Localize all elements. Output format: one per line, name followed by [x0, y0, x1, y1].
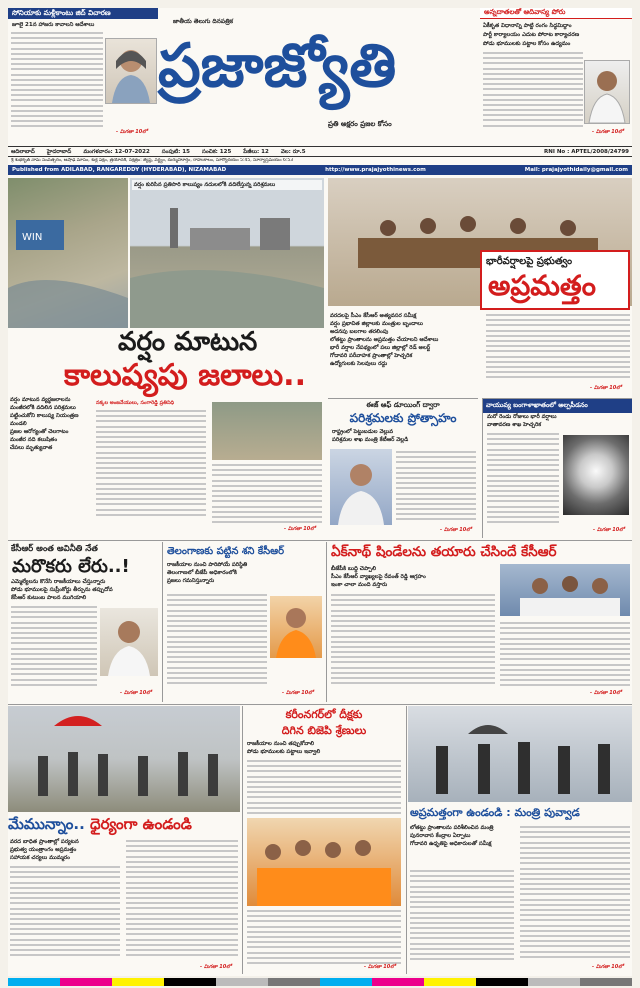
leader-photo — [584, 60, 630, 124]
masthead-tagline: జాతీయ తెలుగు దినపత్రిక — [173, 18, 233, 25]
karimnagar-story: కరీంనగర్‌లో దీక్షకు దిగిన బిజెపి శ్రేణులు రాజకీయాల నుంచి తప్పుకోవాలి పోడు భూములకు పట్టాలు ఇవ్వాలి - మిగతా 10లో — [244, 706, 404, 974]
masthead-subtitle: ప్రతి అక్షరం ప్రజల కోసం — [328, 120, 392, 128]
right-ear-item-1: ఏకీకృత విధానాన్ని పాట్టి రంగం సిద్ధమిద్దాం — [483, 23, 572, 29]
left-ear-header: సోనియాకు మళ్లీకాంటు జిద్ విచారణ — [8, 8, 158, 19]
rains-headline-2: అప్రమత్తం — [488, 269, 596, 302]
cyclone-satellite-image — [563, 435, 629, 515]
minister-headline: అప్రమత్తంగా ఉండండి : మంత్రి పువ్వాడ — [410, 806, 580, 819]
rains-story: భారీవర్షాలపై ప్రభుత్వం అప్రమత్తం వరదలపై సీఎం కేసీఆర్ అత్యవసర సమీక్ష వర్షం ప్రభావిత జిల్లాలకు మంత్రుల బృందాలు అదనపు బలగాల తరలింపు లోతట్టు ప్రాంతాలను అప్రమత్తం చేయాలని ఆదేశాలు భారీ వర్షాల నేపథ్యంలో పలు జిల్లాల్లో రెడ్ అలర్ట్ గోదావరి పరీవాహక ప్రాంతాల్లో హెచ్చరిక ఉద్యోగులకు సెలవులు రద్దు - మిగతా 10లో — [328, 178, 632, 396]
lead-headline-2: కాలుష్యపు జలాలు.. — [64, 358, 306, 393]
shinde-story: ఏక్‌నాథ్ షిండేలను తయారు చేసిందే కేసీఆర్ బీజేపీకి బుద్ధి చెప్పాలి సీఎం కేసీఆర్ వ్యాఖ్యలపై రేవంత్ రెడ్డి ఆగ్రహం ఇంకా చాలా మంది వస్తారు - మిగతా 10లో — [328, 542, 632, 702]
telangana-headline: తెలంగాణకు పట్టిన శని కేసీఆర్ — [167, 546, 285, 557]
business-headline-2: పరిశ్రమలకు ప్రోత్సాహం — [349, 411, 457, 425]
right-ear-item-2: పార్టీ కార్యాలయం ఎదుట పోరాట కార్యాచరణ — [483, 32, 580, 38]
sonia-gandhi-photo — [105, 38, 157, 104]
depression-story: వాయువ్య బంగాళాఖాతంలో అల్పపీడనం మరో రెండు రోజులు భారీ వర్షాలు వాతావరణ శాఖ హెచ్చరిక - మిగతా 10లో — [482, 398, 632, 538]
karimnagar-headline-1: కరీంనగర్‌లో దీక్షకు — [285, 708, 363, 721]
svg-text:WIN: WIN — [22, 232, 43, 243]
lead-headline-1: వర్షం మాటున — [118, 327, 258, 357]
panchangam-line: శ్రీ శుభకృత్ నామ సంవత్సరం, ఆషాఢ మాసం, శుక్ల పక్షం, త్రయోదశి, నక్షత్రం: జ్యేష్ఠ, వర్జ్యం, దుర్ముహూర్తం, రాహుకాలం, సూర్యోదయం 5:45, సూర్యాస్తమయం 6:53 — [11, 158, 294, 163]
lead-photo-river — [8, 178, 128, 328]
bjp-protest-photo — [247, 818, 401, 906]
relief-headline — [8, 814, 192, 837]
lead-story: WIN వర్షం కురిసిన ప్రతిసారి కాలుష్యం నదులలోకి వదిలేస్తున్న పరిశ్రమలు వర్షం మాటున కాలుష్యపు జలాలు.. వర్షం మాటున వ్యర్థజలాలను మంజీరలోకి వదిలిన పరిశ్రమలు పట్టించుకోని కాలుష్య నియంత్రణ మండలి ప్రజల ఆరోగ్యంతో చెలగాటం మంజీర నది కలుషితం చేపలు మృత్యువాత నక్కల అంజనేయులు, సంగారెడ్డి ప్రతినిధి - మిగతా 10లో — [8, 178, 324, 538]
rains-headline-box — [480, 250, 630, 310]
right-ear-header: అన్నదాతలతో ఆదివాస్య పోరు — [480, 8, 632, 19]
relief-bullets: వరద బాధిత ప్రాంతాల్లో పర్యటన ప్రభుత్వ యంత్రాంగం అప్రమత్తం సహాయక చర్యలు ముమ్మరం — [10, 839, 79, 861]
minister-photo — [408, 706, 632, 802]
lead-bullets: వర్షం మాటున వ్యర్థజలాలను మంజీరలోకి వదిలిన పరిశ్రమలు పట్టించుకోని కాలుష్య నియంత్రణ మండలి ప్రజల ఆరోగ్యంతో చెలగాటం మంజీర నది కలుషితం చేపలు మృత్యువాత — [10, 397, 79, 451]
speaker-photo — [100, 608, 158, 676]
published-line: Published from ADILABAD, RANGAREDDY (HYDERABAD), NIZAMABAD http://www.prajajyothinews.com Mail: prajajyothidaily@gmail.com — [8, 165, 632, 175]
minister-story: అప్రమత్తంగా ఉండండి : మంత్రి పువ్వాడ లోతట్టు ప్రాంతాలను పరిశీలించిన మంత్రి పునరావాస కేంద్రాల ఏర్పాటు గోదావరి ఉధృతిపై అధికారులతో సమీక్ష - మిగతా 10లో — [408, 706, 632, 974]
rains-bullets: వరదలపై సీఎం కేసీఆర్ అత్యవసర సమీక్ష వర్షం ప్రభావిత జిల్లాలకు మంత్రుల బృందాలు అదనపు బలగాల తరలింపు లోతట్టు ప్రాంతాలను అప్రమత్తం చేయాలని ఆదేశాలు భారీ వర్షాల నేపథ్యంలో పలు జిల్లాల్లో రెడ్ అలర్ట్ గోదావరి పరీవాహక ప్రాంతాల్లో హెచ్చరిక ఉద్యోగులకు సెలవులు రద్దు — [330, 313, 439, 367]
ktr-photo — [330, 449, 392, 525]
color-registration-strip — [8, 978, 632, 986]
shinde-headline: ఏక్‌నాథ్ షిండేలను తయారు చేసిందే కేసీఆర్ — [331, 544, 557, 560]
minister-bullets: లోతట్టు ప్రాంతాలను పరిశీలించిన మంత్రి పునరావాస కేంద్రాల ఏర్పాటు గోదావరి ఉధృతిపై అధికారులతో సమీక్ష — [410, 825, 494, 847]
date-line: ఆదిలాబాద్ హైదరాబాద్ మంగళవారం: 12-07-2022 సంపుటి: 15 సంచిక: 125 పేజీలు: 12 వెల: రూ.5 RNI No : APTEL/2008/24799 — [8, 146, 632, 157]
lead-photo-small — [212, 402, 322, 460]
left-ear: సోనియాకు మళ్లీకాంటు జిద్ విచారణ జూలై 21న హాజరు కావాలని ఆదేశాలు - మిగతా 10లో — [8, 8, 158, 144]
newspaper-front-page — [8, 8, 632, 976]
flood-visit-photo — [8, 706, 240, 812]
telangana-story: తెలంగాణకు పట్టిన శని కేసీఆర్ రాజకీయాల నుంచి పారిపోయే పరిస్థితి తెలంగాణలో బీజేపీ అధికారంలోకి ప్రజలు గమనిస్తున్నారు - మిగతా 10లో — [164, 542, 324, 702]
relief-story: మేమున్నాం.. ధైర్యంగా ఉండండి వరద బాధిత ప్రాంతాల్లో పర్యటన ప్రభుత్వ యంత్రాంగం అప్రమత్తం సహాయక చర్యలు ముమ్మరం - మిగతా 10లో — [8, 706, 240, 974]
quote-headline-1: కేసీఆర్ అంత అవినీతి నేత — [11, 544, 98, 554]
right-ear: అన్నదాతలతో ఆదివాస్య పోరు ఏకీకృత విధానాన్ని పాట్టి రంగం సిద్ధమిద్దాం పార్టీ కార్యాలయం ఎదుట పోరాట కార్యాచరణ పోడు భూములకు పట్టాల కోసం ఉద్యమం - మిగతా 10లో — [480, 8, 632, 144]
business-headline-1: ఈజ్ ఆఫ్ డూయింగ్ ద్వారా — [366, 401, 440, 409]
lead-intro: వర్షం కురిసిన ప్రతిసారి కాలుష్యం నదులలోకి వదిలేస్తున్న పరిశ్రమలు — [132, 180, 322, 190]
press-meet-photo — [500, 564, 630, 616]
karimnagar-headline-2: దిగిన బిజెపి శ్రేణులు — [281, 724, 367, 737]
depression-header: వాయువ్య బంగాళాఖాతంలో అల్పపీడనం — [483, 399, 632, 413]
quote-story: కేసీఆర్ అంత అవినీతి నేత మరొకరు లేరు..! ఎమ్మెల్యేలను కొనేసి రాజకీయాలు చేస్తున్నారు పోడు భూములపై సుప్రీంకోర్టు తీర్పును తప్పుదోవ కేసీఆర్ కుటుంబ పాలన ముగియాలి - మిగతా 10లో — [8, 542, 160, 702]
lead-byline: నక్కల అంజనేయులు, సంగారెడ్డి ప్రతినిధి — [96, 400, 175, 406]
lead-photo-factory — [130, 178, 324, 328]
quote-headline-2: మరొకరు లేరు..! — [12, 556, 130, 577]
masthead-logo: ప్రజాజ్యోతి — [158, 31, 397, 101]
relief-headline-2: ధైర్యంగా ఉండండి — [90, 815, 192, 833]
left-ear-kicker: జూలై 21న హాజరు కావాలని ఆదేశాలు — [12, 22, 95, 28]
rains-headline-1: భారీవర్షాలపై ప్రభుత్వం — [486, 256, 573, 267]
bjp-leader-photo — [270, 596, 322, 658]
relief-headline-1: మేమున్నాం.. — [8, 815, 91, 833]
business-story: ఈజ్ ఆఫ్ డూయింగ్ ద్వారా పరిశ్రమలకు ప్రోత్సాహం రాష్ట్రంలో పెట్టుబడుల వెల్లువ పరిశ్రమల శాఖ మంత్రి కేటీఆర్ వెల్లడి - మిగతా 10లో — [328, 398, 478, 538]
right-ear-item-3: పోడు భూములకు పట్టాల కోసం ఉద్యమం — [483, 41, 571, 47]
